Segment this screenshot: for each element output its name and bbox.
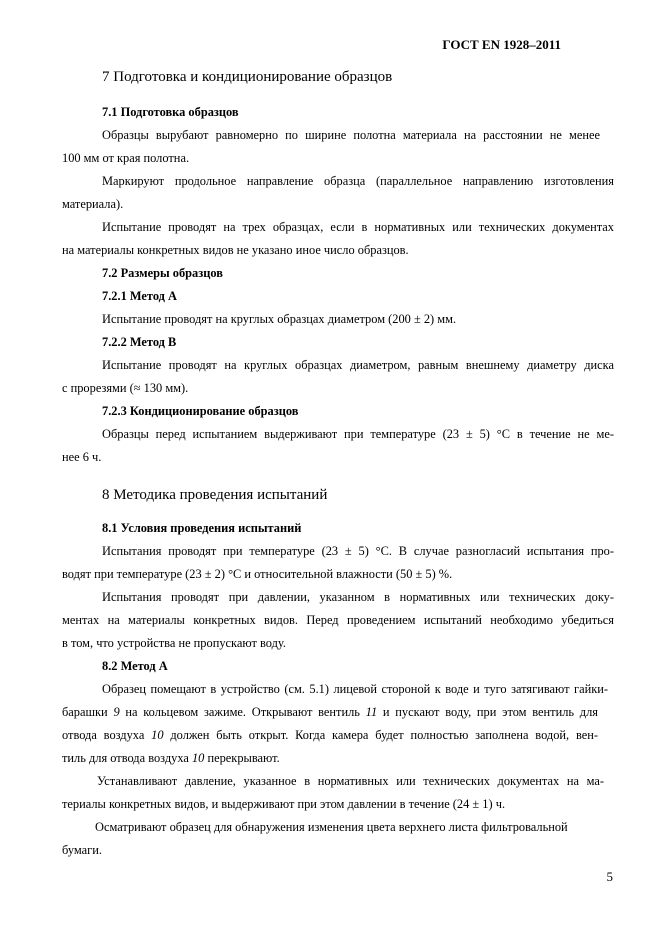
paragraph-line: отвода воздуха 10 должен быть открыт. Когда камера будет полностью заполнена водой, вен- <box>62 728 598 742</box>
paragraph-line: Испытание проводят на круглых образцах диаметром (200 ± 2) мм. <box>102 312 457 326</box>
standard-header: ГОСТ EN 1928–2011 <box>442 37 561 52</box>
section-8-2-title: 8.2 Метод А <box>102 659 168 673</box>
page-number: 5 <box>606 869 613 884</box>
paragraph-line: бумаги. <box>62 843 102 857</box>
section-7-2-title: 7.2 Размеры образцов <box>102 266 223 280</box>
paragraph-line: Образцы перед испытанием выдерживают при температуре (23 ± 5) °С в течение не ме- <box>102 427 614 441</box>
paragraph-line: Устанавливают давление, указанное в нормативных или технических документах на ма- <box>97 774 604 788</box>
paragraph-line: Испытания проводят при давлении, указанном в нормативных или технических доку- <box>102 590 614 604</box>
paragraph-line: в том, что устройства не пропускают воду. <box>62 636 286 650</box>
paragraph-line: с прорезями (≈ 130 мм). <box>62 381 189 395</box>
paragraph-line: Испытание проводят на круглых образцах диаметром, равным внешнему диаметру диска <box>102 358 614 372</box>
ref-number: 9 <box>113 705 120 719</box>
paragraph-line: Испытания проводят при температуре (23 ± 5) °С. В случае разногласий испытания про- <box>102 544 614 558</box>
paragraph-line: Испытание проводят на трех образцах, если в нормативных или технических документах <box>102 220 614 234</box>
paragraph-line: ментах на материалы конкретных видов. Перед проведением испытаний необходимо убедиться <box>62 613 614 627</box>
paragraph-line: на материалы конкретных видов не указано иное число образцов. <box>62 243 409 257</box>
paragraph-line: водят при температуре (23 ± 2) °С и относительной влажности (50 ± 5) %. <box>62 567 453 581</box>
ref-number: 10 <box>191 751 205 765</box>
paragraph-line: териалы конкретных видов, и выдерживают при этом давлении в течение (24 ± 1) ч. <box>62 797 506 811</box>
paragraph-line: 100 мм от края полотна. <box>62 151 190 165</box>
paragraph-line: тиль для отвода воздуха 10 перекрывают. <box>62 751 280 765</box>
ref-number: 11 <box>365 705 378 719</box>
paragraph-line: Маркируют продольное направление образца (параллельное направлению изготовления <box>102 174 614 188</box>
ref-number: 10 <box>151 728 164 742</box>
paragraph-line: Образец помещают в устройство (см. 5.1) лицевой стороной к воде и туго затягивают гайки- <box>102 682 608 696</box>
section-8-title: 8 Методика проведения испытаний <box>102 487 328 503</box>
section-7-2-3-title: 7.2.3 Кондиционирование образцов <box>102 404 299 418</box>
paragraph-line: барашки 9 на кольцевом зажиме. Открывают вентиль 11 и пускают воду, при этом вентиль для <box>62 705 598 719</box>
section-7-title: 7 Подготовка и кондиционирование образцов <box>102 69 393 85</box>
section-7-2-1-title: 7.2.1 Метод А <box>102 289 177 303</box>
section-7-2-2-title: 7.2.2 Метод В <box>102 335 177 349</box>
paragraph-line: нее 6 ч. <box>62 450 102 464</box>
section-8-1-title: 8.1 Условия проведения испытаний <box>102 521 302 535</box>
paragraph-line: Образцы вырубают равномерно по ширине полотна материала на расстоянии не менее <box>102 128 600 142</box>
section-7-1-title: 7.1 Подготовка образцов <box>102 105 239 119</box>
paragraph-line: материала). <box>62 197 124 211</box>
paragraph-line: Осматривают образец для обнаружения изменения цвета верхнего листа фильтровальной <box>95 820 568 834</box>
